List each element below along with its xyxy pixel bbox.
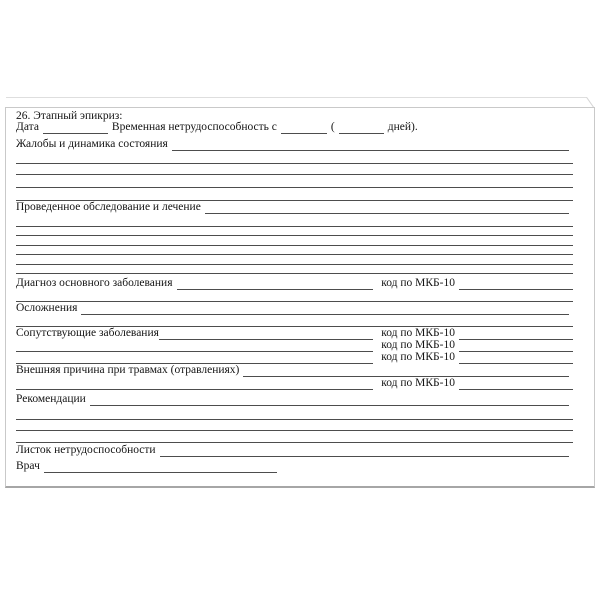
date-disability-row [16, 121, 573, 134]
disability-from-field-line [281, 121, 327, 134]
icd-code-label: код по МКБ-10 [381, 339, 455, 351]
icd-code-label: код по МКБ-10 [381, 277, 455, 289]
recommendations-label: Рекомендации [16, 393, 86, 405]
paper-stack-edge [6, 97, 587, 98]
section-title: 26. Этапный эпикриз: [16, 110, 123, 122]
ruled-line [16, 442, 573, 443]
complaints-row [16, 138, 573, 151]
sick-leave-label: Листок нетрудоспособности [16, 444, 156, 456]
doctor-row [16, 460, 573, 473]
icd-code-label: код по МКБ-10 [381, 327, 455, 339]
ruled-line [16, 163, 573, 164]
complications-label: Осложнения [16, 302, 78, 314]
days-count-field-line [339, 121, 384, 134]
date-field-line [43, 121, 108, 134]
ruled-line [16, 187, 573, 188]
recommendations-row [16, 393, 573, 406]
doctor-label: Врач [16, 460, 40, 472]
ruled-line [16, 245, 573, 246]
external-cause-icd-row [16, 377, 573, 390]
ruled-line [16, 174, 573, 175]
medical-form-sheet [5, 107, 595, 488]
ruled-line [16, 273, 573, 274]
examination-field-line [205, 201, 569, 214]
icd-code-label: код по МКБ-10 [381, 377, 455, 389]
main-diagnosis-label: Диагноз основного заболевания [16, 277, 173, 289]
temporary-disability-label: Временная нетрудоспособность с [111, 121, 277, 133]
ruled-line [16, 430, 573, 431]
main-diagnosis-field-line [177, 277, 374, 290]
icd-code-field-line [459, 277, 573, 290]
external-cause-label: Внешняя причина при травмах (отравлениях) [16, 364, 240, 376]
external-cause-field-line [16, 377, 373, 390]
ruled-line [16, 226, 573, 227]
concomitant-field-line [16, 351, 373, 364]
ruled-line [16, 264, 573, 265]
complications-field-line [81, 302, 569, 315]
concomitant-extra-row [16, 351, 573, 364]
icd-code-field-line [459, 377, 573, 390]
sick-leave-field-line [160, 444, 569, 457]
ruled-line [16, 254, 573, 255]
date-label: Дата [16, 121, 39, 133]
main-diagnosis-row [16, 277, 573, 290]
concomitant-diseases-label: Сопутствующие заболевания [16, 327, 159, 339]
ruled-line [16, 419, 573, 420]
complaints-label: Жалобы и динамика состояния [16, 138, 168, 150]
doctor-field-line [44, 460, 277, 473]
sick-leave-row [16, 444, 573, 457]
recommendations-field-line [90, 393, 569, 406]
complaints-field-line [172, 138, 569, 151]
days-label: дней). [387, 121, 418, 133]
ruled-line [16, 235, 573, 236]
examination-label: Проведенное обследование и лечение [16, 201, 201, 213]
examination-row [16, 201, 573, 214]
icd-code-label: код по МКБ-10 [381, 351, 455, 363]
open-paren: ( [330, 121, 335, 133]
external-cause-row [16, 364, 573, 377]
icd-code-field-line [459, 351, 573, 364]
external-cause-field-line [243, 364, 569, 377]
complications-row [16, 302, 573, 315]
